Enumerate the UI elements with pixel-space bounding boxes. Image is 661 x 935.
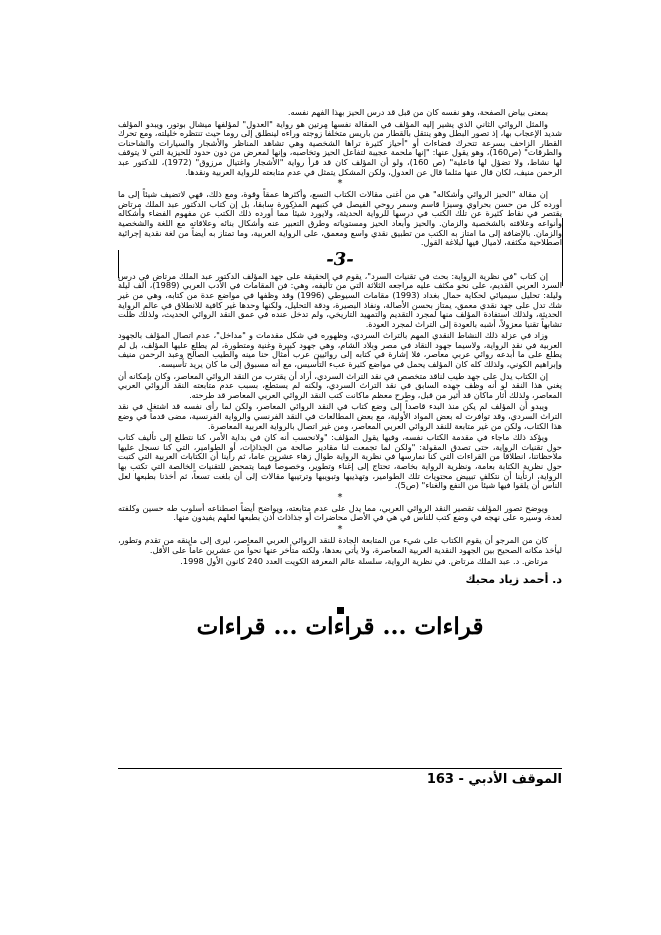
paragraph-6: إن الكتاب يدل على جهد طيب لناقد متخصص في نقد التراث السردي، أراد أن يقترب من النقد الروائي المعاصر، وكان بإمكانه أن يغني هذا النقد لو أنه وظف جهده السابق في نقد التراث السردي، ولكنه لم يستطع، بسبب عدم متابعته النقد الروائي العربي المعاصر، ولذلك أثار ماكان قد أثير من قبل، وطرح معظم ماكانت كتب النقد الروائي العربي المعاصر قد طرحته.	[118, 370, 562, 400]
right-margin-rule	[562, 218, 563, 286]
paragraph-2: والمثل الروائي الثاني الذي يشير إليه المؤلف في المقالة نفسها مرتين هو رواية "العدول" لمؤلفها ميشال بوتور، ويبدو المؤلف شديد الإعجاب بها، إذ تصور البطل وهو ينتقل بالقطار من باريس متخلفاً زوجته وراءه لينطلق إلى روما حيث تنتظره خليلته، ومع تحرك القطار الزاحف بسرعة تتحرك فضاءات أو "أحياز كثيرة تراها الشخصية وهي تشاهد المناظر والأشجار والسيارات والشاحنات والطرقات" (ص160)، وهو يقول عنها: "إنها ملحمة عجيبة لتفاعل الحيز وتخاصبه، وإنها لمعرض من دون حدود للحيزية التي لا يتوقف لها نشاط، ولا تضؤل لها فاعلية" (ص 160)، ولو أن المؤلف كان قد قرأ رواية "الأشجار واغتيال مرزوق" (1972)، للدكتور عبد الرحمن منيف، لكان قال عنها مثلما قال عن العدول، ولكن المشكل يتمثل في عدم متابعته للرواية العربية ونقدها.	[118, 118, 562, 177]
square-bullet-icon	[118, 599, 562, 607]
section-separator-star: *	[337, 178, 343, 190]
paragraph-9: ويوضح تصور المؤلف تقصير النقد الروائي العربي، مما يدل على عدم متابعته، ويواضح أيضاً اصطناعه أسلوب طه حسين وكلفته لعدة، وسيره على نهجه في وضع كتب للناس في هي في الأصل محاضرات أو جذاذات أذن بطبعها لعلهم يفيدون منها.	[118, 502, 562, 523]
section-footer-title: قراءات ... قراءات ... قراءات	[196, 612, 484, 640]
reference-note: مرتاض. د. عبد الملك مرتاض. في نظرية الرواية، سلسلة عالم المعرفة الكويت العدد 240 كانون الأول 1998.	[180, 556, 548, 567]
footer-divider	[118, 768, 562, 769]
paragraph-7: ويبدو أن المؤلف لم يكن منذ البدء قاصداً إلى وضع كتاب في النقد الروائي المعاصر، ولكن لما رأى نفسه قد اشتغل في نقد التراث السردي، وقد توافرت له بعض المواد الأولية، مع بعض المطالعات في النقد الفرنسي والرواية الفرنسية، مضى قدماً في وضع هذا الكتاب، ولكن من غير متابعة للنقد الروائي العربي المعاصر، ومن غير اتصال بالرواية العربية المعاصرة.	[118, 401, 562, 431]
paragraph-5: وزاد في عزلة ذلك النشاط النقدي المهم بالتراث السردي، وظهوره في شكل مقدمات و "مداخل"، عدم اتصال المؤلف بالجهود العربية في نقد الرواية، ولاسيما جهود النقاد في مصر وبلاد الشام، وهي جهود كبيرة وغنية ومتطورة، لم يطلع عليها المؤلف، بل لم يطلع على ما أبدعه روائي عربي معاصر، فلا إشارة في كتابه إلى روائيين عرب أمثال حنا مينه والطيب الصالح وعبد الرحمن منيف وإبراهيم الكوني، ولذلك كله كان المؤلف يحمل في مواضع كثيرة عبء التأسيس، مع أنه مسبوق إلى ما كان يريد تأسيسه.	[118, 330, 562, 370]
article-column	[118, 108, 562, 641]
section-separator-star: *	[337, 491, 343, 503]
section-number: -3-	[326, 248, 354, 270]
paragraph-8: ويؤكد ذلك ماجاء في مقدمة الكتاب نفسه، وفيها يقول المؤلف: "ولانحسب أنه كان في بداية الأمر، كنا نتطلع إلى تأليف كتاب حول تقنيات الرواية، حتى تصدق المقولة: "ولكن لما تجمعت لنا مقادير صالحة من الجذاذات، أو الطوامير، التي كنا نسجل عليها ملاحظاتنا، انطلاقاً من القراءات التي كنا نمارسها في نظرية الرواية طوال زهاء عشرين عاماً، ثم رأينا أن الكتابات العربية التي كتبت حول نظرية الكتابة بعامة، ونظرية الرواية بخاصة، تحتاج إلى إغناء وتطوير، وخصوصاً فيما يتمحض للتقنيات الخالصة التي تكتب بها الرواية، ارتأينا أن نتكلف تبييض محتويات تلك الطوامير، وتهذيبها وتبويبها وترتيبها مقالات إلى أن بلغت تسعاً، ثم أخذنا بطبعها لعل الناس أن يلقوا فيها شيئاً من النفع والغناء" (ص5).	[118, 432, 562, 491]
paragraph-3: إن مقالة "الحيز الروائي وأشكاله" هي من أغنى مقالات الكتاب التسع، وأكثرها عمقاً وقوة، ومع ذلك، فهي لاتضيف شيئاً إلى ما أورده كل من حسن بحراوي وسيزا قاسم وسمر روحي الفيصل في كتبهم المذكورة سابقاً، بل إن كتاب الدكتور عبد الملك مرتاض يقتصر في نقاط كثيرة عن تلك الكتب في درسها للرواية الحديثة، ولايورد شيئاً مما أورده ذلك الكتب عن مفهوم الفضاء وأشكاله وأنواعه وعلاقته بالشخصية والزمان. والحيز وأبعاد الحيز ومستوياته وطرق التعبير عنه وأشكال بنائه وعلاقاته مع اللغة والشخصية والزمان. بالإضافة إلى ما امتاز به الكتب من تطبيق نقدي واسع ومعمق، على الرواية العربية، وما تمتاز به أيضاً من لغة نقدية إجرائية اصطلاحية مكثفة، لاميال فيها لبلاغة القول.	[118, 189, 562, 248]
paragraph-1: بمعنى بياض الصفحة، وهو نفسه كان من قبل قد درس الحيز بهذا الفهم نفسه.	[287, 107, 548, 117]
section-separator-star: *	[337, 523, 343, 535]
paragraph-4: إن كتاب "في نظرية الرواية: بحث في تقنيات السرد"، يقوم في الحقيقة على جهد المؤلف الدكتور عبد الملك مرتاض في درس السرد العربي القديم، على نحو مكثف عليه مراجعه الثلاثة التي من تأليفه، وهي: فن المقامات في الأدب العربي (1989)، ألف ليلة وليلة: تحليل سيميائي لحكاية حمال بغداد (1993) مقامات السيوطي (1996) وقد وظفها في مواضع عدة من كتابه، وهي من غير شك تدل على جهد نقدي معمق، يمتاز بحسن الأصالة، ونفاذ البصيرة، ودقة التحليل، ولكنها وحدها غير كافية للانطلاق في عالم الرواية الحديثة، ولذلك استفادة المؤلف منها لمجرد التقديم والتمهيد التاريخي، ولم تدخل عنده في عمق النقد الروائي الحديث، ولذلك ظلت تشابهاً تقنيا معزولاً، أشبه بالعودة إلى التراث لمجرد العودة.	[118, 270, 562, 329]
page-footer-label: الموقف الأدبي - 163	[426, 772, 562, 787]
author-signature: د. أحمد زياد محبك	[465, 572, 562, 586]
paragraph-10: كان من المرجو أن يقوم الكتاب على شيء من المتابعة الجادة للنقد الروائي العربي المعاصر، ليرى إلى ماينقه من تقدم وتطور، ليأخذ مكانه الصحيح بين الجهود النقدية العربية المعاصرة، ولا يأتي بعدها، ولكنه متأخر عنها نحواً من عشرين عاماً على الأقل.	[118, 534, 562, 555]
